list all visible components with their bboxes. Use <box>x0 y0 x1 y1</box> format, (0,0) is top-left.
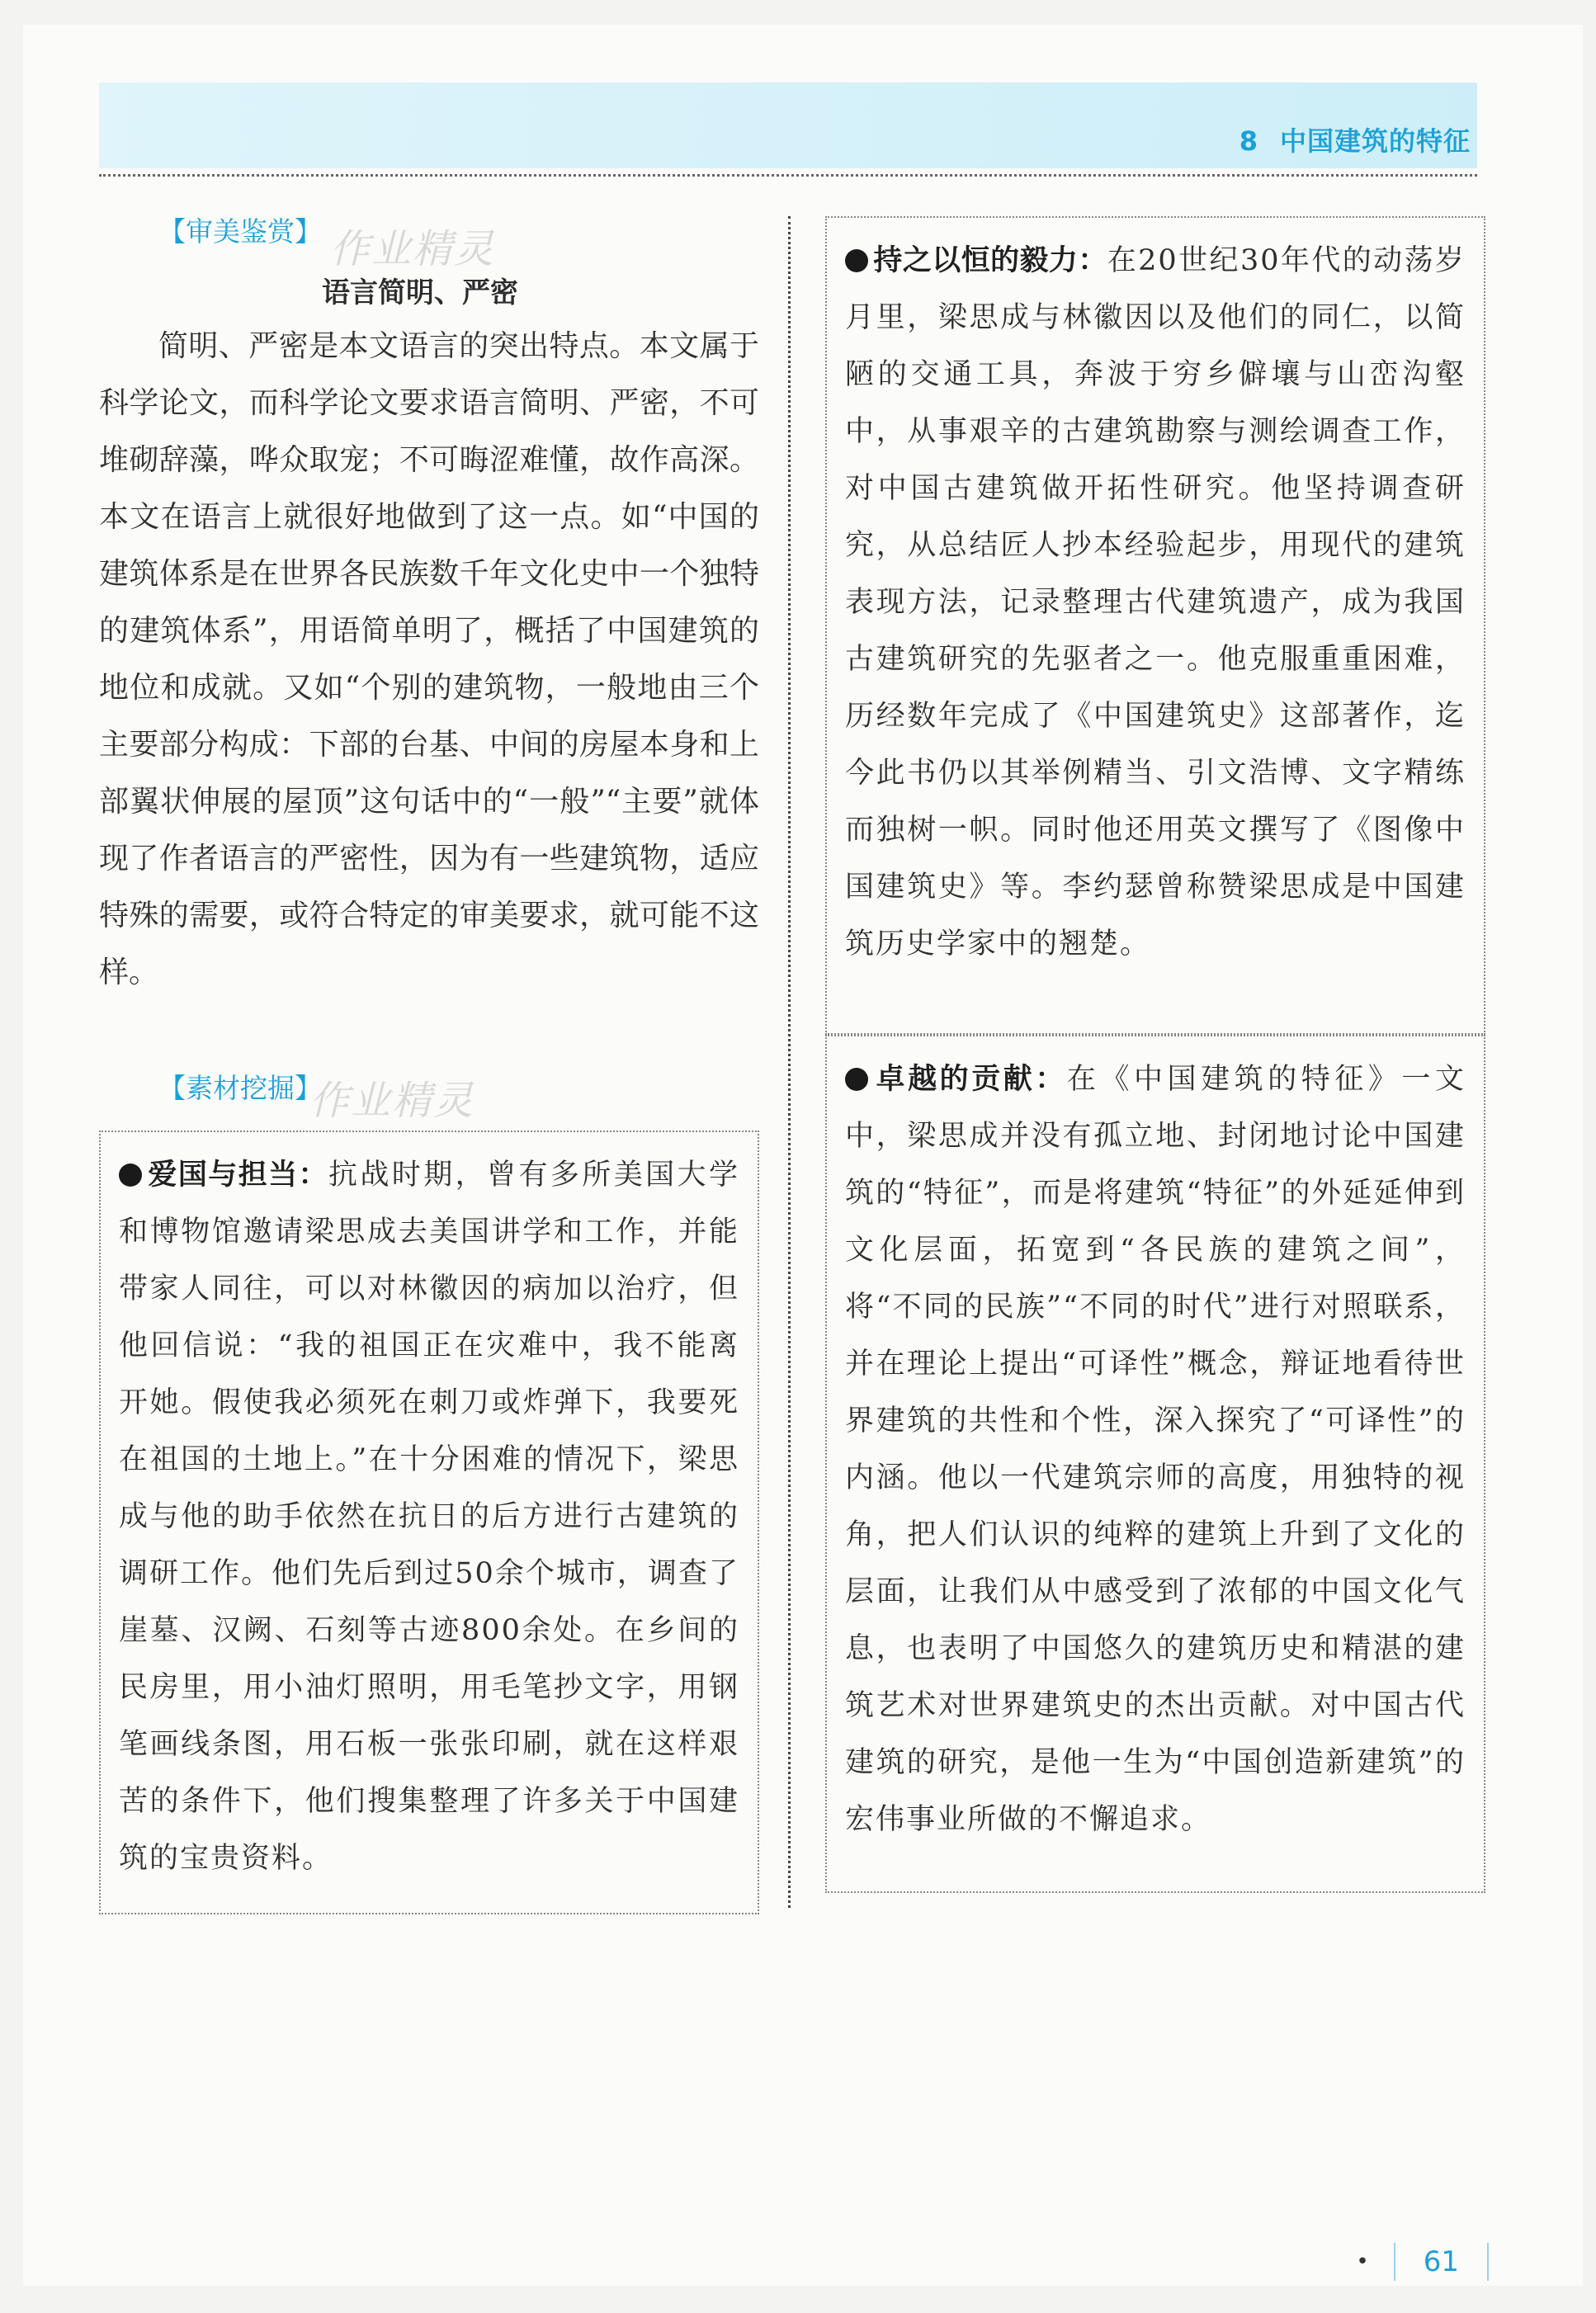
header-divider <box>99 174 1477 177</box>
appreciation-paragraph: 简明、严密是本文语言的突出特点。本文属于科学论文，而科学论文要求语言简明、严密，不可堆砌辞藻，哗众取宠；不可晦涩难懂，故作高深。本文在语言上就很好地做到了这一点。如“中国的建筑体系是在世界各民族数千年文化史中一个独特的建筑体系”，用语简单明了，概括了中国建筑的地位和成就。又如“个别的建筑物，一般地由三个主要部分构成：下部的台基、中间的房屋本身和上部翼状伸展的屋顶”这句话中的“一般”“主要”就体现了作者语言的严密性，因为有一些建筑物，适应特殊的需要，或符合特定的审美要求，就可能不这样。 <box>99 329 759 989</box>
footer-bullet: • <box>1356 2249 1369 2274</box>
material-body: 在20世纪30年代的动荡岁月里，梁思成与林徽因以及他们的同仁，以简陋的交通工具，奔波于穷乡僻壤与山峦沟壑中，从事艰辛的古建筑勘察与测绘调查工作，对中国古建筑做开拓性研究。他坚持调查研究，从总结匠人抄本经验起步，用现代的建筑表现方法，记录整理古代建筑遗产，成为我国古建筑研究的先驱者之一。他克服重重困难，历经数年完成了《中国建筑史》这部著作，迄今此书仍以其举例精当、引文浩博、文字精练而独树一帜。同时他还用英文撰写了《图像中国建筑史》等。李约瑟曾称赞梁思成是中国建筑历史学家中的翘楚。 <box>845 244 1466 961</box>
bullet-icon <box>845 249 868 272</box>
material-text <box>845 1051 1466 1848</box>
page-footer <box>1356 2243 1489 2281</box>
watermark-logo: 作业精灵 <box>330 226 496 272</box>
lesson-title: 中国建筑的特征 <box>1279 125 1471 157</box>
column-divider <box>788 216 791 1908</box>
footer-divider <box>1487 2243 1489 2281</box>
material-text <box>845 233 1466 973</box>
bullet-icon <box>845 1068 868 1091</box>
appreciation-tag: 【审美鉴赏】 <box>158 215 322 248</box>
material-text <box>119 1147 739 1887</box>
material-body: 在《中国建筑的特征》一文中，梁思成并没有孤立地、封闭地讨论中国建筑的“特征”，而是将建筑“特征”的外延延伸到文化层面，拓宽到“各民族的建筑之间”，将“不同的民族”“不同的时代”进行对照联系，并在理论上提出“可译性”概念，辩证地看待世界建筑的共性和个性，深入探究了“可译性”的内涵。他以一代建筑宗师的高度，用独特的视角，把人们认识的纯粹的建筑上升到了文化的层面，让我们从中感受到了浓郁的中国文化气息，也表明了中国悠久的建筑历史和精湛的建筑艺术对世界建筑史的杰出贡献。对中国古代建筑的研究，是他一生为“中国创造新建筑”的宏伟事业所做的不懈追求。 <box>845 1063 1466 1836</box>
material-title: 爱国与担当： <box>147 1159 328 1192</box>
material-box-patriotism <box>99 1131 759 1914</box>
material-title: 持之以恒的毅力： <box>873 244 1107 277</box>
material-box-perseverance <box>825 216 1485 1035</box>
bullet-icon <box>119 1164 142 1187</box>
material-box-contribution <box>825 1035 1485 1893</box>
material-body: 抗战时期，曾有多所美国大学和博物馆邀请梁思成去美国讲学和工作，并能带家人同往，可以对林徽因的病加以治疗，但他回信说：“我的祖国正在灾难中，我不能离开她。假使我必须死在刺刀或炸弹下，我要死在祖国的土地上。”在十分困难的情况下，梁思成与他的助手依然在抗日的后方进行古建筑的调研工作。他们先后到过50余个城市，调查了崖墓、汉阙、石刻等古迹800余处。在乡间的民房里，用小油灯照明，用毛笔抄文字，用钢笔画线条图，用石板一张张印刷，就在这样艰苦的条件下，他们搜集整理了许多关于中国建筑的宝贵资料。 <box>119 1159 739 1875</box>
lesson-number: 8 <box>1239 125 1258 157</box>
page-number: 61 <box>1423 2245 1459 2278</box>
section-subheading: 语言简明、严密 <box>322 276 518 309</box>
lesson-header <box>1239 120 1471 158</box>
watermark-logo: 作业精灵 <box>309 1078 475 1124</box>
footer-divider <box>1394 2243 1395 2281</box>
material-title: 卓越的贡献： <box>873 1063 1067 1096</box>
material-tag: 【素材挖掘】 <box>158 1072 322 1104</box>
